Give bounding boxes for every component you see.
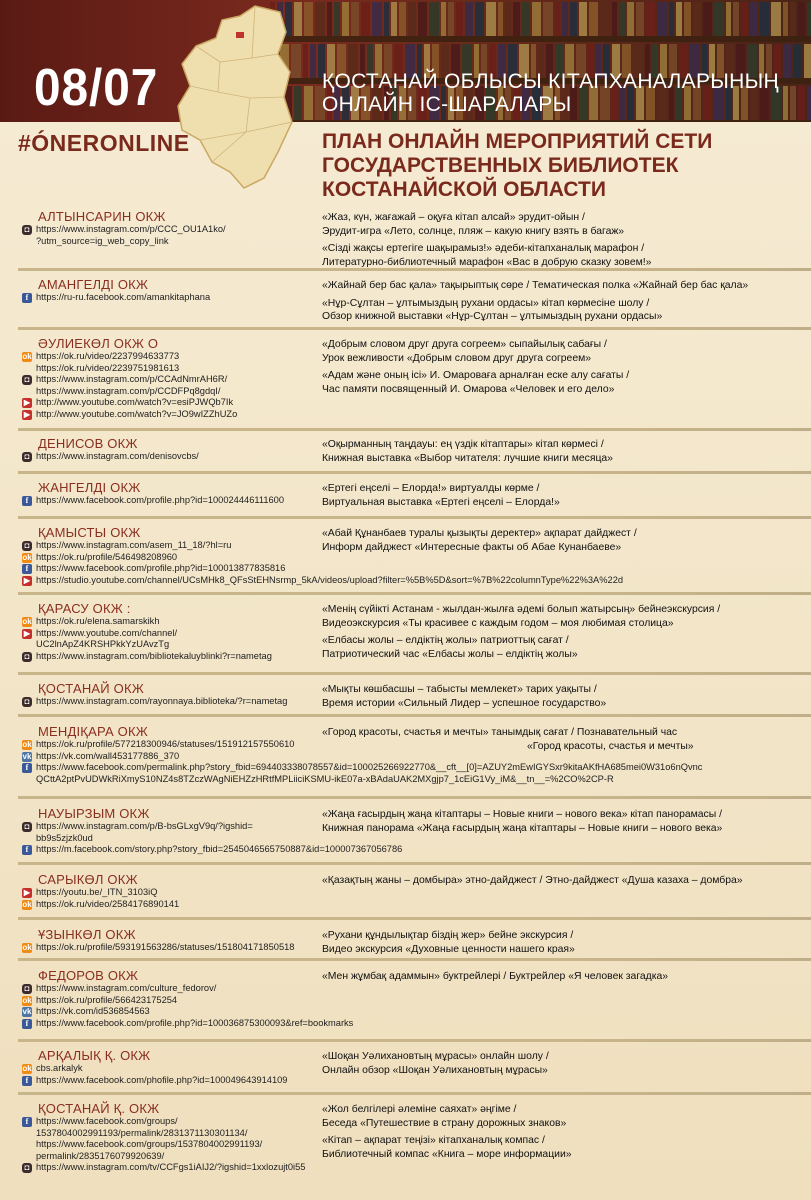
row-divider <box>18 428 811 431</box>
link-url[interactable]: https://ok.ru/video/2237994633773 <box>36 351 180 361</box>
library-events <box>322 808 802 839</box>
ok-icon: ok <box>22 1064 32 1073</box>
event-line: «Ертегі еңселі – Елорда!» виртуалды көрме / <box>322 483 540 494</box>
link-url[interactable]: https://www.youtube.com/channel/ <box>36 627 178 638</box>
library-links <box>22 983 353 1029</box>
facebook-icon: f <box>22 496 32 506</box>
event-item <box>322 634 802 661</box>
youtube-icon: ▶ <box>23 409 31 419</box>
row-divider <box>18 268 811 271</box>
event-item <box>322 297 802 324</box>
instagram-icon: ◘ <box>22 1163 32 1173</box>
library-name: АЛТЫНСАРИН ОКЖ <box>38 209 166 224</box>
library-links <box>22 224 226 247</box>
link-row[interactable] <box>22 563 623 575</box>
event-item <box>322 929 802 956</box>
facebook-icon: f <box>22 293 32 303</box>
event-line: «Жаңа ғасырдың жаңа кітаптары – Новые книги – нового века» кітап панорамасы / <box>322 809 722 820</box>
library-events <box>322 1103 802 1165</box>
event-line: Информ дайджест «Интересные факты об Абае Кунанбаеве» <box>322 541 622 553</box>
link-row[interactable] <box>22 236 226 248</box>
link-url[interactable]: QCttA2ptPvUDWkRiXmyS10NZ4s8TZczWAgNiEHZzHRtfMPLiiciKSMU-ikE07a-xBAdaUAK2MXgjp7_1cEiG1Vy_iM&__tn__=%2CO%2CP-R <box>36 773 614 784</box>
event-line: Час памяти посвященный И. Омарова «Человек и его дело» <box>322 383 615 395</box>
link-url[interactable]: https://vk.com/wall453177886_370 <box>36 750 180 761</box>
link-url[interactable]: https://www.instagram.com/p/CCDFPq8gdqI/ <box>36 385 221 396</box>
event-item <box>322 683 802 710</box>
link-row[interactable] <box>22 575 623 587</box>
link-row[interactable] <box>22 351 237 363</box>
event-line: «Менің сүйікті Астанам - жылдан-жылға әдемі болып жатырсың» бейнеэкскурсия / <box>322 604 721 615</box>
spacer <box>22 834 32 844</box>
library-links <box>22 1116 305 1174</box>
library-events <box>322 603 802 665</box>
row-divider <box>18 592 811 595</box>
library-events <box>322 683 802 714</box>
link-row[interactable] <box>22 374 237 386</box>
link-row[interactable] <box>22 397 237 409</box>
library-events <box>322 211 802 273</box>
event-item <box>322 874 802 888</box>
link-url[interactable]: https://www.instagram.com/culture_fedorov/ <box>36 983 217 993</box>
library-name: ӘУЛИЕКӨЛ ОКЖ О <box>38 336 159 351</box>
link-row[interactable] <box>22 1075 287 1087</box>
link-url[interactable]: https://www.facebook.com/groups/1537804002991193/ <box>36 1139 263 1150</box>
instagram-icon: ◘ <box>22 822 32 832</box>
link-row[interactable] <box>22 887 179 899</box>
link-row[interactable] <box>22 1128 305 1140</box>
row-divider <box>18 327 811 330</box>
event-line: «Жол белгілері әлеміне саяхат» әңгіме / <box>322 1104 517 1115</box>
event-line: «Рухани құндылықтар біздің жер» бейне экскурсия / <box>322 930 574 941</box>
library-links <box>22 451 199 463</box>
library-links <box>22 942 294 954</box>
link-url[interactable]: https://studio.youtube.com/channel/UCsMHk8_QFsStEHNsrmp_5kA/videos/upload?filter=%5B%5D&sort=%7B%22columnType%22%3A%22d <box>36 574 624 585</box>
event-item <box>322 369 802 396</box>
library-links <box>22 887 179 910</box>
ok-icon: ok <box>22 617 32 626</box>
event-line: «Шоқан Уәлихановтың мұрасы» онлайн шолу / <box>322 1051 549 1062</box>
instagram-icon: ◘ <box>22 984 32 994</box>
event-item <box>322 527 802 554</box>
link-row[interactable] <box>22 942 294 954</box>
event-line: Патриотический час «Елбасы жолы – елдіктің жолы» <box>322 648 578 660</box>
library-name: АРҚАЛЫҚ Қ. ОКЖ <box>38 1048 151 1063</box>
link-row[interactable] <box>22 844 402 856</box>
library-links <box>22 1063 287 1086</box>
link-url[interactable]: https://www.instagram.com/p/CCAdNmrAH6R/ <box>36 374 228 385</box>
facebook-icon: f <box>22 763 32 773</box>
spacer <box>22 640 32 650</box>
link-row[interactable] <box>22 1151 305 1163</box>
instagram-icon: ◘ <box>22 697 32 707</box>
link-url[interactable]: https://ok.ru/video/2584176890141 <box>36 898 180 909</box>
event-line: «Оқырманның таңдауы: ең үздік кітаптары» кітап көрмесі / <box>322 439 604 450</box>
link-url[interactable]: https://www.facebook.com/phofile.php?id=100049643914109 <box>36 1074 288 1085</box>
link-row[interactable] <box>22 1162 305 1174</box>
link-url[interactable]: https://ok.ru/video/2239751981613 <box>36 362 180 373</box>
link-url[interactable]: https://www.facebook.com/groups/ <box>36 1116 178 1126</box>
event-line: Обзор книжной выставки «Нұр-Сұлтан – ұлтымыздың рухани ордасы» <box>322 311 663 323</box>
library-events <box>322 726 802 757</box>
link-url[interactable]: cbs.arkalyk <box>36 1063 83 1073</box>
event-line: «Мықты көшбасшы – табысты мемлекет» тарих уақыты / <box>322 684 597 695</box>
event-line: «Қазақтың жаны – домбыра» этно-дайджест / Этно-дайджест «Душа казаха – домбра» <box>322 875 743 886</box>
link-row[interactable] <box>22 495 284 507</box>
spacer <box>22 775 32 785</box>
library-events <box>322 482 802 513</box>
row-divider <box>18 917 811 920</box>
link-url[interactable]: https://ok.ru/profile/546498208960 <box>36 551 178 562</box>
library-events <box>322 279 802 328</box>
link-url[interactable]: UC2lnApZ4KRSHPkkYzUAvzTg <box>36 639 170 650</box>
event-line: «Мен жұмбақ адаммын» буктрейлері / Буктрейлер «Я человек загадка» <box>322 971 669 982</box>
link-row[interactable] <box>22 451 199 463</box>
library-events <box>322 874 802 892</box>
link-url[interactable]: https://youtu.be/_ITN_3103iQ <box>36 887 158 897</box>
event-item <box>322 970 802 984</box>
link-row[interactable] <box>22 1006 353 1018</box>
event-line: Эрудит-игра «Лето, солнце, пляж – какую книгу взять в багаж» <box>322 225 625 237</box>
hashtag-tagline: #ÓNERONLINE <box>18 130 190 156</box>
library-name: НАУЫРЗЫМ ОКЖ <box>38 806 150 821</box>
library-links <box>22 616 272 662</box>
library-name: ДЕНИСОВ ОКЖ <box>38 436 138 451</box>
library-events <box>322 527 802 558</box>
link-url[interactable]: https://ok.ru/profile/566423175254 <box>36 994 178 1005</box>
library-name: ҚАРАСУ ОКЖ : <box>38 601 131 616</box>
youtube-icon: ▶ <box>23 575 31 585</box>
ok-icon: ok <box>22 352 32 361</box>
row-divider <box>18 672 811 675</box>
spacer <box>22 364 32 374</box>
event-line: «Город красоты, счастья и мечты» <box>527 740 694 752</box>
event-line: Видео экскурсия «Духовные ценности нашего края» <box>322 943 575 955</box>
library-name: ҚАМЫСТЫ ОКЖ <box>38 525 141 540</box>
link-url[interactable]: bb9s5zjzk0ud <box>36 832 93 843</box>
link-url[interactable]: https://m.facebook.com/story.php?story_fbid=2545046565750887&id=100007367056786 <box>36 844 403 855</box>
link-row[interactable] <box>22 1063 287 1075</box>
ok-icon: ok <box>22 899 32 909</box>
event-line: «Сізді жақсы ертегіге шақырамыз!» әдеби-кітапханалық марафон / <box>322 243 645 255</box>
ok-icon: ok <box>22 552 32 562</box>
link-row[interactable] <box>22 995 353 1007</box>
event-line: «Жаз, күн, жағажай – оқуға кітап алсай» эрудит-ойын / <box>322 212 585 223</box>
link-url[interactable]: https://www.instagram.com/rayonnaya.biblioteka/?r=nametag <box>36 696 288 706</box>
ok-icon: ok <box>22 740 32 749</box>
library-name: АМАНГЕЛДІ ОКЖ <box>38 277 149 292</box>
link-row[interactable] <box>22 628 272 640</box>
instagram-icon: ◘ <box>22 375 32 385</box>
vk-icon: vk <box>22 751 32 761</box>
link-row[interactable] <box>22 1018 353 1030</box>
library-events <box>322 1050 802 1081</box>
library-events <box>322 338 802 400</box>
link-row[interactable] <box>22 983 353 995</box>
link-url[interactable]: https://www.facebook.com/profile.php?id=100013877835816 <box>36 563 286 574</box>
row-divider <box>18 1039 811 1042</box>
event-line: «Абай Құнанбаев туралы қызықты деректер» ақпарат дайджест / <box>322 528 637 539</box>
event-item <box>322 482 802 509</box>
link-url[interactable]: https://www.instagram.com/p/CCC_OU1A1ko/ <box>36 224 226 234</box>
facebook-icon: f <box>22 1076 32 1086</box>
event-line: «Добрым словом друг друга согреем» сыпайылық сабағы / <box>322 339 607 350</box>
ok-icon: ok <box>22 995 32 1005</box>
facebook-icon: f <box>22 1019 32 1029</box>
link-row[interactable] <box>22 651 272 663</box>
link-url[interactable]: https://www.facebook.com/permalink.php?story_fbid=694403338078557&id=100025266922770&__cft__[0]=AZUY2mEwIGYSxr9kitaAKfHA685mei0W31o6nQvnc <box>36 762 703 773</box>
row-divider <box>18 714 811 717</box>
instagram-icon: ◘ <box>22 452 32 462</box>
library-name: САРЫКӨЛ ОКЖ <box>38 872 138 887</box>
event-item <box>322 1050 802 1077</box>
spacer <box>22 387 32 397</box>
event-line: Онлайн обзор «Шоқан Уәлихановтың мұрасы» <box>322 1064 548 1076</box>
link-url[interactable]: https://www.instagram.com/p/B-bsGLxgV9q/?igshid= <box>36 821 253 831</box>
row-divider <box>18 471 811 474</box>
event-item <box>322 726 802 740</box>
event-line: «Нұр-Сұлтан – ұлтымыздың рухани ордасы» кітап көрмесіне шолу / <box>322 297 650 309</box>
event-item <box>322 808 802 835</box>
link-url[interactable]: https://www.instagram.com/denisovcbs/ <box>36 451 199 461</box>
link-url[interactable]: https://vk.com/id536854563 <box>36 1006 150 1017</box>
spacer <box>22 1129 32 1139</box>
link-row[interactable] <box>22 386 237 398</box>
link-row[interactable] <box>22 639 272 651</box>
event-line: Литературно-библиотечный марафон «Вас в добрую сказку зовем!» <box>322 256 652 268</box>
youtube-icon: ▶ <box>23 628 31 638</box>
row-divider <box>18 958 811 961</box>
library-name: ФЕДОРОВ ОКЖ <box>38 968 139 983</box>
link-url[interactable]: https://ok.ru/elena.samarskikh <box>36 616 160 626</box>
link-url[interactable]: http://www.youtube.com/watch?v=esiPJWQb7Ik <box>36 397 234 408</box>
event-item <box>322 603 802 630</box>
event-line: «Город красоты, счастья и мечты» танымдық сағат / Познавательный час <box>322 727 678 738</box>
link-row[interactable] <box>22 409 237 421</box>
instagram-icon: ◘ <box>22 225 32 235</box>
library-name: МЕНДІҚАРА ОКЖ <box>38 724 148 739</box>
event-item <box>322 740 802 754</box>
event-item <box>322 1134 802 1161</box>
event-item <box>322 338 802 365</box>
row-divider <box>18 516 811 519</box>
youtube-icon: ▶ <box>23 888 31 897</box>
event-line: «Адам және оның ісі» И. Омароваға арналған еске алу сағаты / <box>322 370 630 382</box>
library-links <box>22 696 287 708</box>
row-divider <box>18 1092 811 1095</box>
library-links <box>22 351 237 421</box>
region-map-icon <box>160 2 310 192</box>
link-url[interactable]: https://www.facebook.com/profile.php?id=100036875300093&ref=bookmarks <box>36 1017 354 1028</box>
library-events <box>322 970 802 988</box>
library-links <box>22 292 210 304</box>
event-item <box>322 242 802 269</box>
spacer <box>22 1152 32 1162</box>
event-line: Видеоэкскурсия «Ты красивее с каждым годом – моя любимая столица» <box>322 617 674 629</box>
link-row[interactable] <box>22 696 287 708</box>
ok-icon: ok <box>22 943 32 952</box>
link-row[interactable] <box>22 1139 305 1151</box>
event-line: Книжная выставка «Выбор читателя: лучшие книги месяца» <box>322 452 613 464</box>
library-links <box>22 495 284 507</box>
library-name: ҰЗЫНКӨЛ ОКЖ <box>38 927 136 942</box>
facebook-icon: f <box>22 564 32 574</box>
link-url[interactable]: 1537804002991193/permalink/2831371130301134/ <box>36 1127 248 1138</box>
event-item <box>322 211 802 238</box>
link-url[interactable]: permalink/2835176079920639/ <box>36 1150 165 1161</box>
link-url[interactable]: https://www.instagram.com/bibliotekaluyblinki?r=nametag <box>36 650 272 661</box>
event-item <box>322 1103 802 1130</box>
row-divider <box>18 862 811 865</box>
event-line: «Жайнай бер бас қала» тақырыптық сөре / Тематическая полка «Жайнай бер бас қала» <box>322 280 749 291</box>
link-row[interactable] <box>22 363 237 375</box>
library-events <box>322 929 802 960</box>
facebook-icon: f <box>22 1117 32 1127</box>
link-url[interactable]: ?utm_source=ig_web_copy_link <box>36 235 169 246</box>
row-divider <box>18 796 811 799</box>
library-name: ЖАНГЕЛДІ ОКЖ <box>38 480 141 495</box>
library-events <box>322 438 802 469</box>
event-item <box>322 279 802 293</box>
page-title-kz: ҚОСТАНАЙ ОБЛЫСЫ КІТАПХАНАЛАРЫНЫҢ ОНЛАЙН ІС-ШАРАЛАРЫ <box>322 70 779 116</box>
event-line: Библиотечный компас «Книга – море информации» <box>322 1148 572 1160</box>
link-url[interactable]: https://ok.ru/profile/593191563286/statuses/151804171850518 <box>36 942 295 952</box>
link-row[interactable] <box>22 774 702 786</box>
library-name: ҚОСТАНАЙ Қ. ОКЖ <box>38 1101 160 1116</box>
event-line: Книжная панорама «Жаңа ғасырдың жаңа кітаптары – Новые книги – нового века» <box>322 822 723 834</box>
link-row[interactable] <box>22 1116 305 1128</box>
library-name: ҚОСТАНАЙ ОКЖ <box>38 681 144 696</box>
youtube-icon: ▶ <box>23 398 31 408</box>
vk-icon: vk <box>22 1007 32 1017</box>
event-line: «Кітап – ақпарат теңізі» кітапханалық компас / <box>322 1135 545 1147</box>
event-line: Урок вежливости «Добрым словом друг друга согреем» <box>322 352 592 364</box>
link-row[interactable] <box>22 762 702 774</box>
spacer <box>22 1140 32 1150</box>
link-row[interactable] <box>22 292 210 304</box>
link-row[interactable] <box>22 899 179 911</box>
page-title-ru: ПЛАН ОНЛАЙН МЕРОПРИЯТИЙ СЕТИ ГОСУДАРСТВЕННЫХ БИБЛИОТЕК КОСТАНАЙСКОЙ ОБЛАСТИ <box>322 130 713 201</box>
facebook-icon: f <box>22 845 32 855</box>
link-url[interactable]: https://ru-ru.facebook.com/amankitaphana <box>36 292 211 302</box>
link-url[interactable]: https://www.instagram.com/asem_11_18/?hl=ru <box>36 540 232 550</box>
event-line: Время истории «Сильный Лидер – успешное государство» <box>322 697 607 709</box>
link-url[interactable]: http://www.youtube.com/watch?v=JO9wIZZhUZo <box>36 408 238 419</box>
spacer <box>22 237 32 247</box>
link-row[interactable] <box>22 224 226 236</box>
link-url[interactable]: https://ok.ru/profile/577218300946/statuses/151912157550610 <box>36 739 295 749</box>
event-line: Виртуальная выставка «Ертегі еңселі – Елорда!» <box>322 496 560 508</box>
event-date: 08/07 <box>34 59 159 117</box>
link-url[interactable]: https://www.instagram.com/tv/CCFgs1iAIJ2/?igshid=1xxlozujt0i55 <box>36 1162 306 1173</box>
event-item <box>322 438 802 465</box>
event-line: «Елбасы жолы – елдіктің жолы» патриоттық сағат / <box>322 635 569 647</box>
instagram-icon: ◘ <box>22 541 32 551</box>
event-line: Беседа «Путешествие в страну дорожных знаков» <box>322 1117 567 1129</box>
link-url[interactable]: https://www.facebook.com/profile.php?id=100024446111600 <box>36 495 285 505</box>
instagram-icon: ◘ <box>22 652 32 662</box>
link-row[interactable] <box>22 616 272 628</box>
